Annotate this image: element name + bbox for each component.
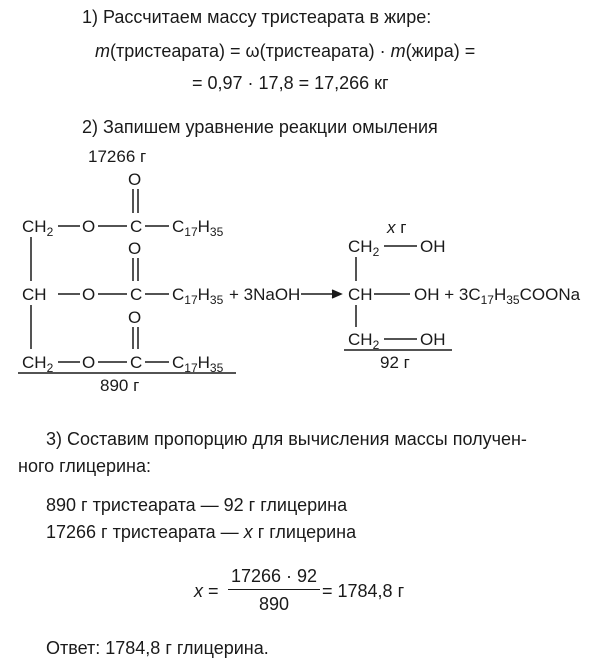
bottom-mass-right: 92 г <box>380 353 410 372</box>
acyl-chain-2: $C_{17}H_{35}$ <box>172 285 224 307</box>
answer: Ответ: 1784,8 г глицерина. <box>46 638 269 658</box>
proportion-line1: 890 г тристеарата — 92 г глицерина <box>46 495 348 515</box>
step3-heading-line1: 3) Составим пропорцию для вычисления массы получен- <box>46 429 527 449</box>
calc-fraction <box>228 567 320 613</box>
step1-heading: 1) Рассчитаем массу тристеарата в жире: <box>82 7 432 27</box>
calc-denominator: 890 <box>258 594 290 614</box>
top-mass-label: 17266 г <box>88 147 147 166</box>
calc-numerator: 17266 · 92 <box>230 566 318 586</box>
mass-formula-line2: = 0,97 · 17,8 = 17,266 кг <box>192 73 389 93</box>
glycerol-ch2-bottom: $CH_2$ <box>348 330 380 352</box>
carbonyl-oxygen-3: O <box>128 308 142 327</box>
saponification-equation <box>0 145 603 405</box>
ch-middle: CH <box>22 285 47 304</box>
bottom-mass-left: 890 г <box>100 376 140 395</box>
acyl-chain-3: $C_{17}H_{35}$ <box>172 353 224 375</box>
glycerol-ch2-top: $CH_2$ <box>348 237 380 259</box>
step3-heading-line2: ного глицерина: <box>18 456 151 476</box>
naoh-reagent: + 3NaOH <box>229 285 301 304</box>
acyl-chain-1: $C_{17}H_{35}$ <box>172 217 224 239</box>
glycerol-oh-top: OH <box>420 237 446 256</box>
carbonyl-carbon-3: C <box>130 353 143 372</box>
glycerol-oh-middle-product: OH + $3C_{17}H_{35}COONa$ <box>414 285 581 307</box>
proportion-line2: 17266 г тристеарата — x г глицерина <box>46 522 357 542</box>
calc-x-eq: x = <box>194 581 219 601</box>
mass-formula-line1: m(тристеарата) = ω(тристеарата) · m(жира) = <box>95 41 476 61</box>
carbonyl-oxygen-2: O <box>128 239 142 258</box>
ch2-bottom: $CH_2$ <box>22 353 54 375</box>
carbonyl-oxygen-1: O <box>128 170 142 189</box>
glycerol-mass-x: x г <box>387 218 407 237</box>
ester-oxygen-1: O <box>82 217 96 236</box>
ester-oxygen-2: O <box>82 285 96 304</box>
glycerol-oh-bottom: OH <box>420 330 446 349</box>
ch2-top: $CH_2$ <box>22 217 54 239</box>
carbonyl-carbon-2: C <box>130 285 143 304</box>
step2-heading: 2) Запишем уравнение реакции омыления <box>82 117 438 137</box>
ester-oxygen-3: O <box>82 353 96 372</box>
carbonyl-carbon-1: C <box>130 217 143 236</box>
calc-result: = 1784,8 г <box>322 581 405 601</box>
glycerol-ch: CH <box>348 285 373 304</box>
